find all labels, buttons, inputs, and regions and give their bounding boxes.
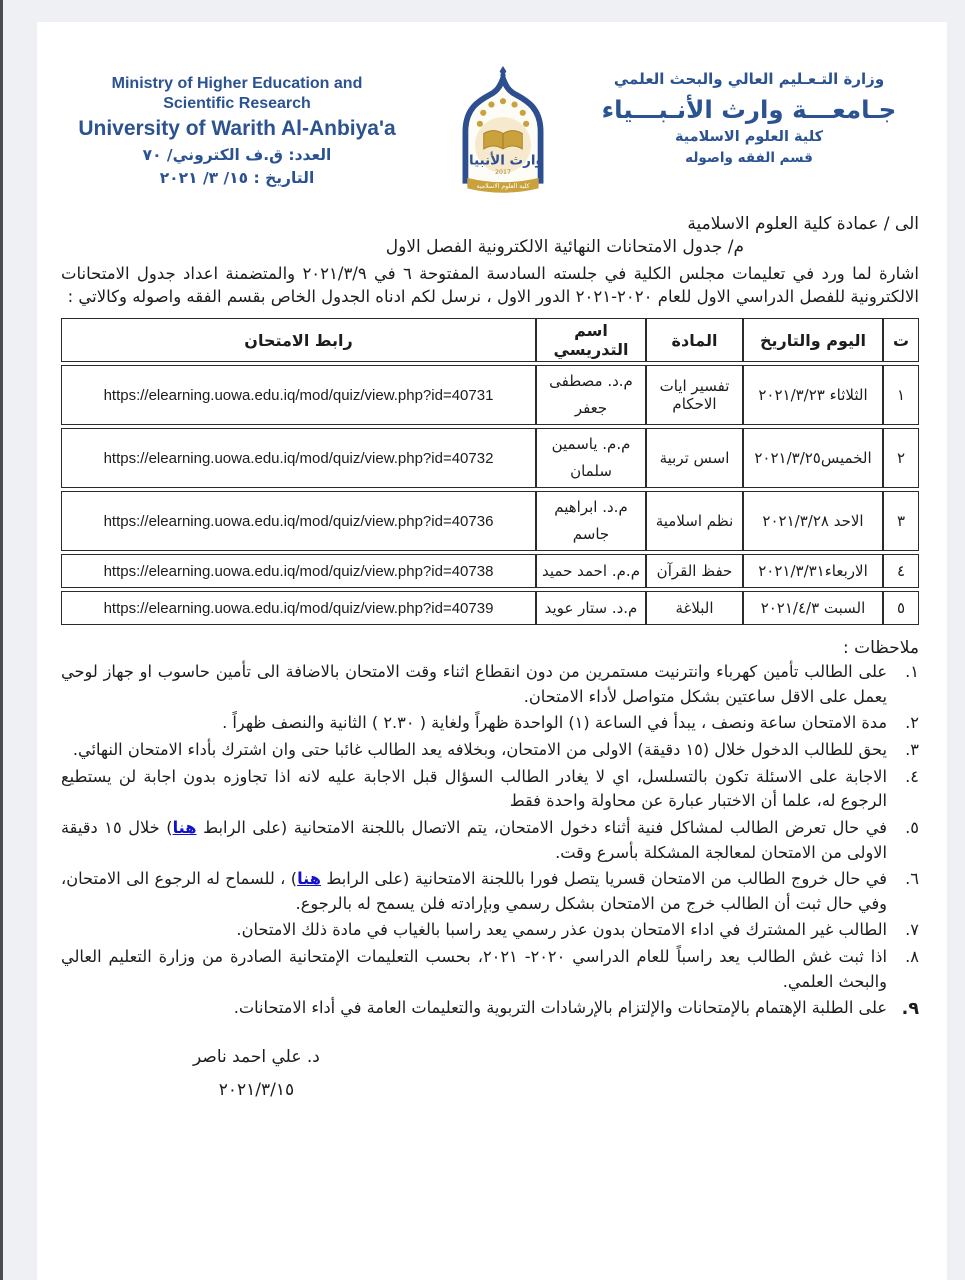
exam-teacher: م.م. ياسمين سلمان: [536, 428, 646, 488]
exam-teacher: م.د. ستار عويد: [536, 591, 646, 625]
note-number: ٦.: [905, 869, 919, 889]
note-text: [61, 867, 887, 916]
signature-block: [193, 1047, 320, 1100]
recipient-line: الى / عمادة كلية العلوم الاسلامية: [687, 214, 919, 234]
row-index: ٤: [883, 554, 919, 588]
note-text: الطالب غير المشترك في اداء الامتحان بدون عذر رسمي يعد راسبا بالغياب في مادة ذلك الامتحان.: [236, 920, 887, 940]
university-logo-icon: [450, 66, 556, 205]
note-item: [61, 816, 919, 865]
note-item: [61, 738, 919, 763]
logo-banner-text: كلية العلوم الاسلامية: [476, 182, 530, 190]
row-index: ١: [883, 365, 919, 425]
ministry-name-en-line1: Ministry of Higher Education and: [111, 75, 363, 92]
header-cell-day-date: اليوم والتاريخ: [743, 318, 883, 362]
document-page: [37, 22, 947, 1280]
table-row: [61, 428, 919, 488]
exam-subject: البلاغة: [646, 591, 743, 625]
signature-date: ٢٠٢١/٣/١٥: [218, 1079, 295, 1100]
note-item: [61, 660, 919, 709]
row-index: ٢: [883, 428, 919, 488]
exam-day: الثلاثاء ٢٠٢١/٣/٢٣: [743, 365, 883, 425]
exam-teacher: م.م. احمد حميد: [536, 554, 646, 588]
here-link[interactable]: هنا: [172, 817, 197, 837]
note-item: [61, 867, 919, 916]
note-text: [61, 816, 887, 865]
note-number: ٥.: [905, 817, 919, 837]
exam-subject: نظم اسلامية: [646, 491, 743, 551]
viewer-edge-strip: [0, 0, 3, 1280]
note-text: على الطلبة الإهتمام بالإمتحانات والإلتزام بالإرشادات التربوية والتعليمات العامة في أداء الامتحانات.: [233, 998, 887, 1018]
header-english-block: [61, 66, 413, 187]
note-text: اذا ثبت غش الطالب يعد راسباً للعام الدراسي ٢٠٢٠- ٢٠٢١، بحسب التعليمات الإمتحانية الصادرة من وزارة التعليم العالي والبحث العلمي.: [61, 947, 887, 991]
logo-year: 2017: [495, 168, 511, 176]
here-link[interactable]: هنا: [297, 869, 322, 889]
intro-paragraph: اشارة لما ورد في تعليمات مجلس الكلية في جلسته السادسة المفتوحة ٦ في ٢٠٢١/٣/٩ والمتضمنة اعداد جدول الامتحانات الالكترونية للفصل الدراسي الاول للعام ٢٠٢٠-٢٠٢١ الدور الاول ، نرسل لكم ادناه الجدول الخاص بقسم الفقه واصوله وكالاتي :: [61, 264, 920, 307]
ministry-name-en-line2: Scientific Research: [163, 95, 311, 112]
note-text-post: ) ، للسماح له الرجوع الى الامتحان، وفي حال ثبت أن الطالب خرج من الامتحان بشكل رسمي وبإرادته فلن يسمح له بالرجوع.: [61, 869, 887, 913]
table-row: [61, 554, 919, 588]
table-row: [61, 365, 919, 425]
note-item: [61, 711, 919, 736]
exam-link-url: https://elearning.uowa.edu.iq/mod/quiz/view.php?id=40732: [61, 428, 536, 488]
university-name-ar: جـامعـــة وارث الأنـبـــياء: [601, 95, 897, 124]
exam-link-url: https://elearning.uowa.edu.iq/mod/quiz/view.php?id=40731: [61, 365, 536, 425]
exam-day: الاربعاء٢٠٢١/٣/٣١: [743, 554, 883, 588]
table-row: [61, 491, 919, 551]
note-number: ٨.: [905, 947, 919, 967]
ministry-name-ar: وزارة التـعـليم العالي والبحث العلمي: [613, 70, 885, 88]
exam-subject: تفسير ايات الاحكام: [646, 365, 743, 425]
department-name-ar: قسم الفقه واصوله: [685, 150, 813, 166]
header-arabic-block: [593, 66, 905, 166]
header-cell-exam-link: رابط الامتحان: [61, 318, 536, 362]
header-cell-index: ت: [883, 318, 919, 362]
note-item: [61, 765, 919, 814]
signatory-name: د. علي احمد ناصر: [193, 1046, 320, 1067]
note-number: ٩.: [901, 999, 919, 1020]
exam-teacher: م.د. ابراهيم جاسم: [536, 491, 646, 551]
exam-subject: حفظ القرآن: [646, 554, 743, 588]
exam-schedule-table: [61, 315, 919, 628]
note-text: يحق للطالب الدخول خلال (١٥ دقيقة) الاولى من الامتحان، وبخلافه يعد الطالب غائبا حتى وان اشترك بأداء الامتحان النهائي.: [72, 740, 887, 760]
note-text-pre: في حال خروج الطالب من الامتحان قسريا يتصل فورا باللجنة الامتحانية (على الرابط: [321, 869, 887, 889]
exam-link-url: https://elearning.uowa.edu.iq/mod/quiz/view.php?id=40739: [61, 591, 536, 625]
notes-list: [61, 660, 919, 1023]
college-name-ar: كلية العلوم الاسلامية: [674, 129, 824, 145]
notes-title: ملاحظات :: [842, 638, 919, 659]
row-index: ٥: [883, 591, 919, 625]
exam-subject: اسس تربية: [646, 428, 743, 488]
note-number: ٣.: [905, 740, 919, 760]
note-number: ٧.: [905, 920, 919, 940]
exam-link-url: https://elearning.uowa.edu.iq/mod/quiz/view.php?id=40736: [61, 491, 536, 551]
note-item: [61, 996, 919, 1023]
exam-day: الاحد ٢٠٢١/٣/٢٨: [743, 491, 883, 551]
note-item: [61, 918, 919, 943]
logo-calligraphy: وارث الأنبياء: [462, 152, 544, 169]
exam-teacher: م.د. مصطفى جعفر: [536, 365, 646, 425]
note-text: على الطالب تأمين كهرباء وانترنيت مستمرين من دون انقطاع اثناء وقت الامتحان بالاضافة الى تأمين حاسوب او جهاز لوحي يعمل على الاقل ساعتين بشكل متواصل لأداء الامتحان.: [61, 662, 887, 706]
note-number: ١.: [905, 662, 919, 682]
note-text-pre: في حال تعرض الطالب لمشاكل فنية أثناء دخول الامتحان، يتم الاتصال باللجنة الامتحانية (على الرابط: [196, 817, 887, 837]
document-date: التاريخ : ١٥/ ٣/ ٢٠٢١: [159, 169, 315, 187]
table-header-row: [61, 318, 919, 362]
note-text-post: ) خلال ١٥ دقيقة الاولى من الامتحان لمعالجة المشكلة بأسرع وقت.: [61, 817, 887, 862]
note-number: ٢.: [905, 713, 919, 733]
header-cell-teacher: اسم التدريسي: [536, 318, 646, 362]
row-index: ٣: [883, 491, 919, 551]
exam-link-url: https://elearning.uowa.edu.iq/mod/quiz/view.php?id=40738: [61, 554, 536, 588]
subject-line: م/ جدول الامتحانات النهائية الالكترونية الفصل الاول: [385, 237, 744, 257]
note-item: [61, 945, 919, 994]
header-cell-subject: المادة: [646, 318, 743, 362]
note-number: ٤.: [905, 766, 919, 786]
document-number: العدد: ق.ف الكتروني/ ٧٠: [142, 146, 332, 164]
university-name-en: University of Warith Al-Anbiya'a: [78, 117, 396, 140]
table-row: [61, 591, 919, 625]
document-header: [61, 66, 919, 205]
exam-day: السبت ٢٠٢١/٤/٣: [743, 591, 883, 625]
exam-day: الخميس٢٠٢١/٣/٢٥: [743, 428, 883, 488]
note-text: الاجابة على الاسئلة تكون بالتسلسل، اي لا يغادر الطالب السؤال قبل الاجابة عليه لانه اذا تجاوزه بدون اجابة لن يستطيع الرجوع له، علما أن الاختبار عبارة عن محاولة واحدة فقط: [61, 766, 887, 811]
note-text: مدة الامتحان ساعة ونصف ، يبدأ في الساعة (١) الواحدة ظهراً ولغاية ( ٢.٣٠ ) الثانية والنصف ظهراً .: [222, 713, 887, 733]
